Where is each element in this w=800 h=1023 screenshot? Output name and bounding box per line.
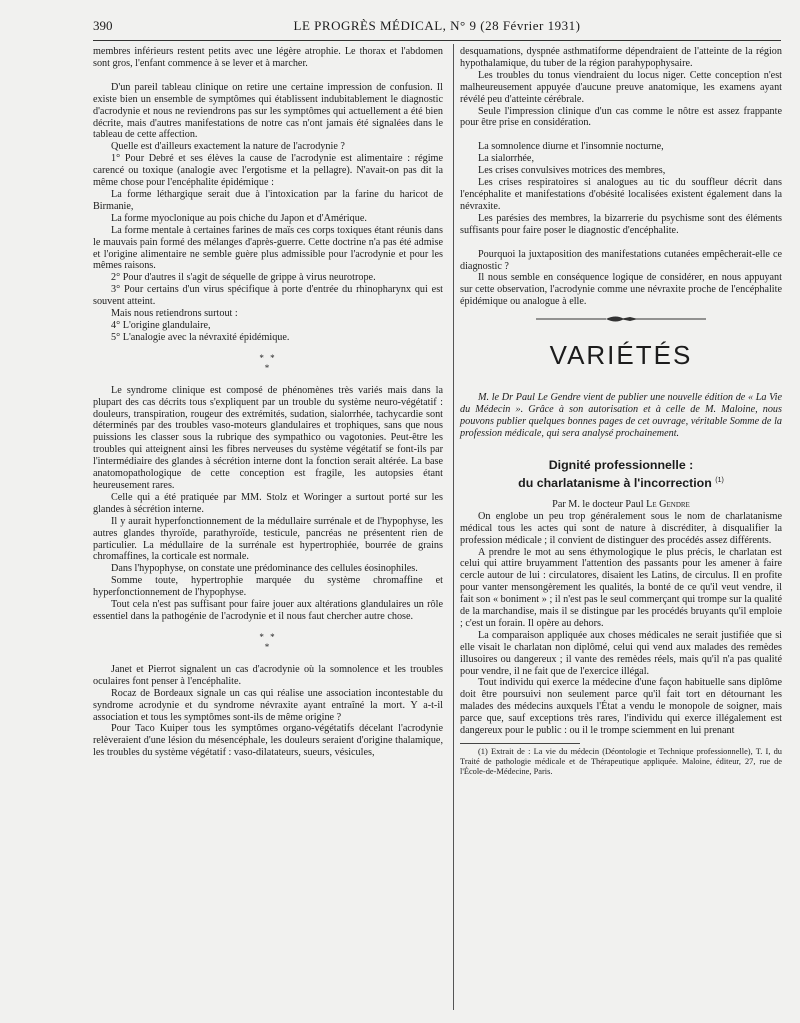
paragraph: Il y aurait hyperfonctionnement de la médullaire surrénale et de l'hypophyse, les autres glandes thyroïde, parathyroïde, testicule, pancréas ne présentent rien de particulier. La médullaire de la surrénale est hypertrophiée, bourrée de grains chromaffines, la corticale est normale. (93, 515, 443, 563)
paragraph: Janet et Pierrot signalent un cas d'acrodynie où la somnolence et les troubles oculaires font penser à l'encéphalite. (93, 663, 443, 687)
section-title: VARIÉTÉS (549, 340, 693, 371)
paragraph: Rocaz de Bordeaux signale un cas qui réalise une association incontestable du syndrome acrodynie et du syndrome névraxite ayant entraîné la mort. Y a-t-il association et tous les symptômes sont-ils de même origine ? (93, 687, 443, 723)
paragraph: Tout individu qui exerce la médecine d'une façon habituelle sans diplôme doit être poursuivi non seulement parce qu'il fait tort en détournant les malades des médecins auxquels l'État a vendu le monopole de soigner, mais parce que, sauf exceptions très rares, l'individu qui exerce illégalement est dangereux pour le public : ou il le trompe sciemment en lui prenant (460, 677, 782, 737)
byline-prefix: Par M. le docteur Paul (552, 498, 644, 510)
paragraph: Le syndrome clinique est composé de phénomènes très variés mais dans la plupart des cas décrits tous s'expliquent par un trouble du système neuro-végétatif : douleurs, transpiration, rougeur des extrémités, sudation, sialorrhée, tachycardie sont déterminés par des troubles vaso-moteurs glandulaires et trophiques, sans que nous puissions les classer sous la rubrique des sympathico ou vagotonies. Peut-être les troubles qui atteignent ainsi les fibres nerveuses du système végétatif se font-ils par l'intermédiaire des glandes à sécrétion interne dont la fonction serait altérée. La base anatomopathologique de cette conception est fragile, les autopsies étant heureusement rares. (93, 384, 443, 491)
paragraph: desquamations, dyspnée asthmatiforme dépendraient de l'atteinte de la région hypothalamique, du tuber de la région parahypophysaire. (460, 46, 782, 69)
article-title-text: du charlatanisme à l'incorrection (518, 475, 712, 490)
paragraph: Seule l'impression clinique d'un cas comme le nôtre est assez frappante pour être prise en considération. (460, 105, 782, 129)
footnote-mark: (1) (715, 476, 724, 484)
article-title-line (460, 473, 782, 491)
paragraph: La forme léthargique serait due à l'intoxication par la farine du haricot de Birmanie, (93, 188, 443, 212)
paragraph: La sialorrhée, (478, 153, 535, 165)
article-title-line: Dignité professionnelle : (548, 457, 694, 472)
paragraph: Pour Taco Kuiper tous les symptômes organo-végétatifs décelant l'acrodynie relèveraient d'une lésion du mésencéphale, les douleurs seraient d'origine thalamique, les troubles du système végétatif : vaso-dilatateurs, sueurs, vésicules, (93, 723, 443, 759)
page-number: 390 (93, 18, 113, 33)
paragraph: A prendre le mot au sens éthymologique le plus précis, le charlatan est celui qui attire bruyamment l'attention des passants pour les amener à faire cercle autour de lui : circulatores, disaient les Latins, de circulus. Il en profite pour vanter mensongèrement les qualités, la bonté de ce qu'il veut vendre, il fait son « boniment » ; il n'est pas le seul commerçant qui trompe sur la qualité de la marchandise, mais il se distingue par les procédés bruyants qu'il emploie ; c'est un forain. Il opère au dehors. (460, 546, 782, 629)
section-separator: * * * (259, 352, 277, 373)
paragraph: Celle qui a été pratiquée par MM. Stolz et Woringer a surtout porté sur les glandes à sécrétion interne. (93, 491, 443, 515)
paragraph: 1° Pour Debré et ses élèves la cause de l'acrodynie est alimentaire : régime carencé ou toxique (analogie avec l'ergotisme et la pellagre). N'avait-on pas dit la même chose pour l'encéphalite épidémique : (93, 153, 443, 189)
paragraph: La comparaison appliquée aux choses médicales ne serait justifiée que si elle visait le charlatan non diplômé, celui qui vend aux malades des remèdes illusoires ou dangereux ; il vante des remèdes réels, mais qu'il n'a pas qualité pour vendre, il ne fait que de l'exercice illégal. (460, 629, 782, 677)
ornament-rule (536, 314, 706, 324)
paragraph: La somnolence diurne et l'insomnie nocturne, (478, 141, 664, 153)
paragraph: Mais nous retiendrons surtout : (111, 308, 238, 320)
paragraph: La forme mentale à certaines farines de maïs ces corps toxiques étant réunis dans le mauvais pain formé des mélanges d'après-guerre. Cette doctrine n'a pas été admise et l'origine alimentaire ne semble guère plus admissible pour l'acrodynie et pour les mêmes raisons. (93, 224, 443, 272)
footnote: (1) Extrait de : La vie du médecin (Déontologie et Technique professionnelle), T. I, du Traité de pathologie médicale et de Thérapeutique appliquée. Maloine, éditeur, 27, rue de l'École-de-Médecine, Paris. (460, 747, 782, 776)
paragraph: Il nous semble en conséquence logique de considérer, en nous appuyant sur cette observation, l'acrodynie comme une névraxite proche de l'encéphalite épidémique ou analogue à elle. (460, 272, 782, 308)
paragraph: 2° Pour d'autres il s'agit de séquelle de grippe à virus neurotrope. (111, 272, 376, 284)
paragraph: D'un pareil tableau clinique on retire une certaine impression de confusion. Il existe bien un ensemble de symptômes qui établissent indubitablement le diagnostic d'acrodynie et nous ne reviendrons pas sur les symptômes qui actuellement a été bien décrite, mais d'autres manifestations de notre cas n'ont jamais été signalées dans le tableau de cette affection. (93, 81, 443, 141)
footnote-rule (460, 743, 580, 744)
left-column (93, 46, 443, 759)
right-column (460, 46, 782, 777)
paragraph: Les troubles du tonus viendraient du locus niger. Cette conception n'est malheureusement appuyée d'aucune preuve anatomique, les examens ayant révélé peu d'atteinte cérébrale. (460, 69, 782, 105)
paragraph: Pourquoi la juxtaposition des manifestations cutanées empêcherait-elle ce diagnostic ? (460, 248, 782, 272)
paragraph: Dans l'hypophyse, on constate une prédominance des cellules éosinophiles. (111, 563, 418, 575)
paragraph: 5° L'analogie avec la névraxité épidémique. (111, 331, 290, 343)
page-header (93, 15, 781, 37)
column-divider (453, 44, 454, 1010)
paragraph: Les crises convulsives motrices des membres, (478, 165, 666, 177)
paragraph: Somme toute, hypertrophie marquée du système chromaffine et hyperfonctionnement de l'hypophyse. (93, 575, 443, 599)
paragraph: Les parésies des membres, la bizarrerie du psychisme sont des éléments suffisants pour faire poser le diagnostic d'encéphalite. (460, 212, 782, 236)
byline (460, 499, 782, 511)
author-name: Le Gendre (646, 498, 690, 510)
paragraph: Tout cela n'est pas suffisant pour faire jouer aux altérations glandulaires un rôle essentiel dans la pathogénie de l'acrodynie et il nous faut chercher autre chose. (93, 599, 443, 622)
paragraph: membres inférieurs restent petits avec une légère atrophie. Le thorax et l'abdomen sont gros, l'enfant commence à se lever et à marcher. (93, 46, 443, 69)
paragraph: Quelle est d'ailleurs exactement la nature de l'acrodynie ? (111, 141, 345, 153)
article-title (460, 458, 782, 491)
paragraph: 4° L'origine glandulaire, (111, 319, 211, 331)
paragraph: Les crises respiratoires si analogues au tic du souffleur décrit dans l'encéphalite et manifestations d'obésité localisées existent également dans la névraxite. (460, 177, 782, 212)
paragraph: On englobe un peu trop généralement sous le nom de charlatanisme médical tous les actes qui sont de nature à discréditer, à disqualifier la profession médicale ; il convient de distinguer des procédés assez différents. (460, 510, 782, 546)
section-separator: * * * (259, 631, 277, 652)
article-intro: M. le Dr Paul Le Gendre vient de publier une nouvelle édition de « La Vie du Médecin ». Grâce à son autorisation et à celle de M. Maloine, nous pouvons publier quelques bonnes pages de cet ouvrage, véritable Somme de la profession médicale, qui sera analysé prochainement. (460, 392, 782, 439)
header-rule (93, 40, 781, 41)
journal-title: LE PROGRÈS MÉDICAL, N° 9 (28 Février 1931) (293, 18, 581, 33)
paragraph: La forme myoclonique au pois chiche du Japon et d'Amérique. (111, 212, 367, 224)
paragraph: 3° Pour certains d'un virus spécifique à porte d'entrée du rhinopharynx qui est souvent atteint. (93, 284, 443, 308)
